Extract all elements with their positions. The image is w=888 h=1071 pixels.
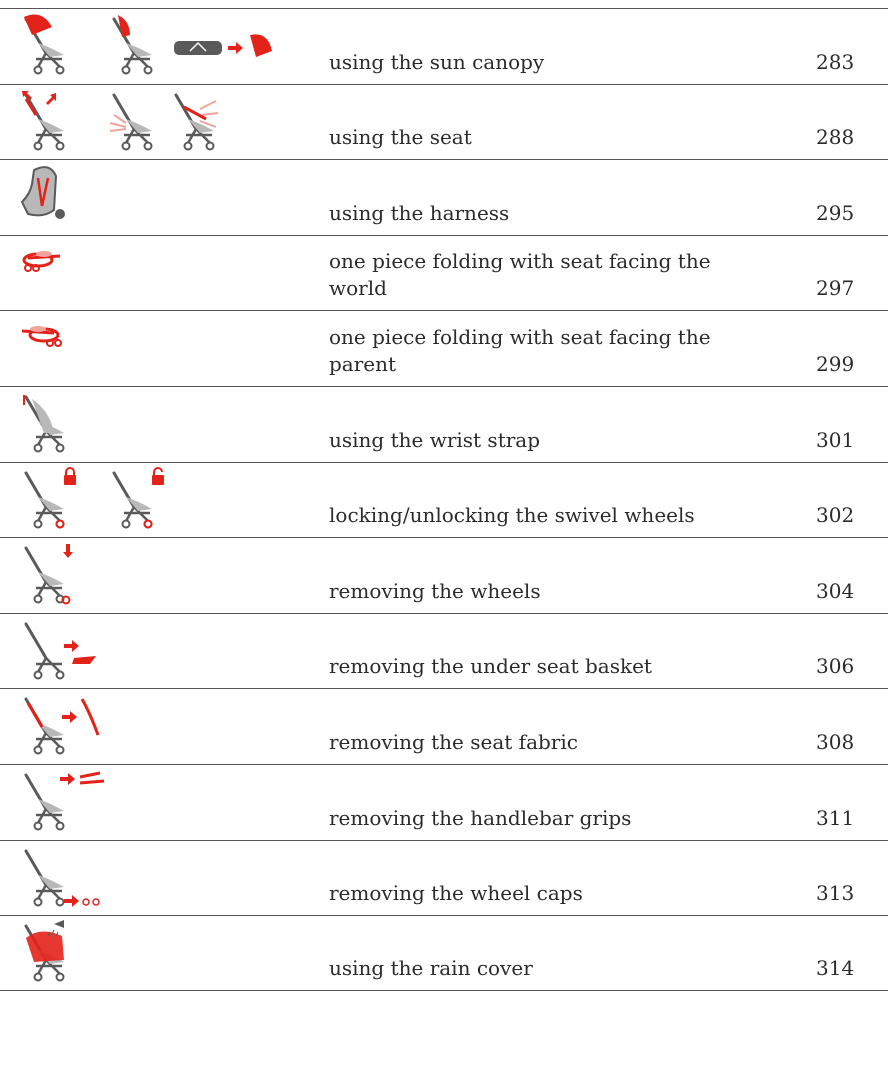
toc-page-number[interactable]: 301 [816, 427, 855, 452]
toc-row-icons [20, 845, 310, 909]
toc-row-icons [20, 240, 310, 304]
toc-row[interactable] [0, 537, 888, 613]
toc-page-number[interactable]: 288 [816, 125, 855, 150]
seat-adjust-arrows-icon [20, 89, 82, 153]
toc-page-number[interactable]: 308 [816, 729, 855, 754]
toc-page-number[interactable]: 283 [816, 49, 855, 74]
canopy-bag-to-canopy-icon [172, 13, 282, 77]
toc-entry-title[interactable]: removing the under seat basket [329, 654, 652, 679]
toc-row[interactable] [0, 840, 888, 916]
seat-upright-icon [170, 89, 230, 153]
toc-row[interactable] [0, 462, 888, 538]
toc-row-icons [20, 315, 310, 379]
harness-seat-icon [20, 164, 80, 228]
toc-entry-title[interactable]: removing the handlebar grips [329, 805, 632, 830]
toc-entry-title[interactable]: using the sun canopy [329, 49, 545, 74]
toc-entry-title[interactable]: using the seat [329, 125, 472, 150]
toc-page-number[interactable]: 314 [816, 955, 855, 980]
toc-page-number[interactable]: 295 [816, 200, 855, 225]
toc-row-icons [20, 391, 310, 455]
toc-row-icons [20, 693, 310, 757]
rain-cover-stroller-icon [20, 920, 80, 984]
toc-row[interactable] [0, 310, 888, 386]
toc-page-number[interactable]: 306 [816, 654, 855, 679]
wrist-strap-stroller-icon [20, 391, 80, 455]
toc-row[interactable] [0, 764, 888, 840]
toc-entry-title[interactable]: removing the seat fabric [329, 729, 578, 754]
wheel-lock-unlocked-icon [108, 467, 170, 531]
toc-row-icons [20, 13, 310, 77]
toc-entry-title[interactable]: removing the wheels [329, 578, 541, 603]
toc-row-icons [20, 618, 310, 682]
toc-row-icons [20, 769, 310, 833]
toc-page-number[interactable]: 297 [816, 276, 855, 301]
toc-row-icons [20, 542, 310, 606]
seat-recline-icon [108, 89, 168, 153]
toc-entry-title[interactable]: removing the wheel caps [329, 881, 583, 906]
toc-row[interactable] [0, 84, 888, 160]
toc-row-icons [20, 164, 310, 228]
wheel-lock-locked-icon [20, 467, 82, 531]
remove-handlebar-grips-icon [20, 769, 116, 833]
toc-entry-title[interactable]: using the rain cover [329, 955, 533, 980]
toc-row[interactable] [0, 386, 888, 462]
toc-row-icons [20, 920, 310, 984]
toc-page-number[interactable]: 304 [816, 578, 855, 603]
toc-entry-title[interactable]: using the wrist strap [329, 427, 541, 452]
toc-page-number[interactable]: 313 [816, 881, 855, 906]
stroller-canopy-open-icon [20, 13, 80, 77]
remove-wheel-caps-icon [20, 845, 116, 909]
toc-entry-title[interactable]: one piece folding with seat facing the parent [329, 324, 711, 376]
folded-stroller-world-facing-icon [20, 240, 80, 304]
folded-stroller-parent-facing-icon [20, 315, 80, 379]
toc-row[interactable] [0, 688, 888, 764]
toc-page-number[interactable]: 311 [816, 805, 855, 830]
toc-page-number[interactable]: 302 [816, 503, 855, 528]
toc-row-icons [20, 89, 310, 153]
toc-row[interactable] [0, 613, 888, 689]
toc-row[interactable] [0, 235, 888, 311]
toc-row[interactable] [0, 8, 888, 84]
toc-entry-title[interactable]: one piece folding with seat facing the world [329, 249, 711, 301]
toc-row[interactable] [0, 915, 888, 991]
remove-basket-icon [20, 618, 110, 682]
toc-row[interactable] [0, 159, 888, 235]
toc-row-icons [20, 467, 310, 531]
toc-page-number[interactable]: 299 [816, 351, 855, 376]
toc-entry-title[interactable]: using the harness [329, 200, 510, 225]
remove-seat-fabric-icon [20, 693, 110, 757]
remove-wheel-icon [20, 542, 82, 606]
table-of-contents [0, 8, 888, 991]
stroller-canopy-fold-icon [108, 13, 168, 77]
toc-entry-title[interactable]: locking/unlocking the swivel wheels [329, 503, 695, 528]
